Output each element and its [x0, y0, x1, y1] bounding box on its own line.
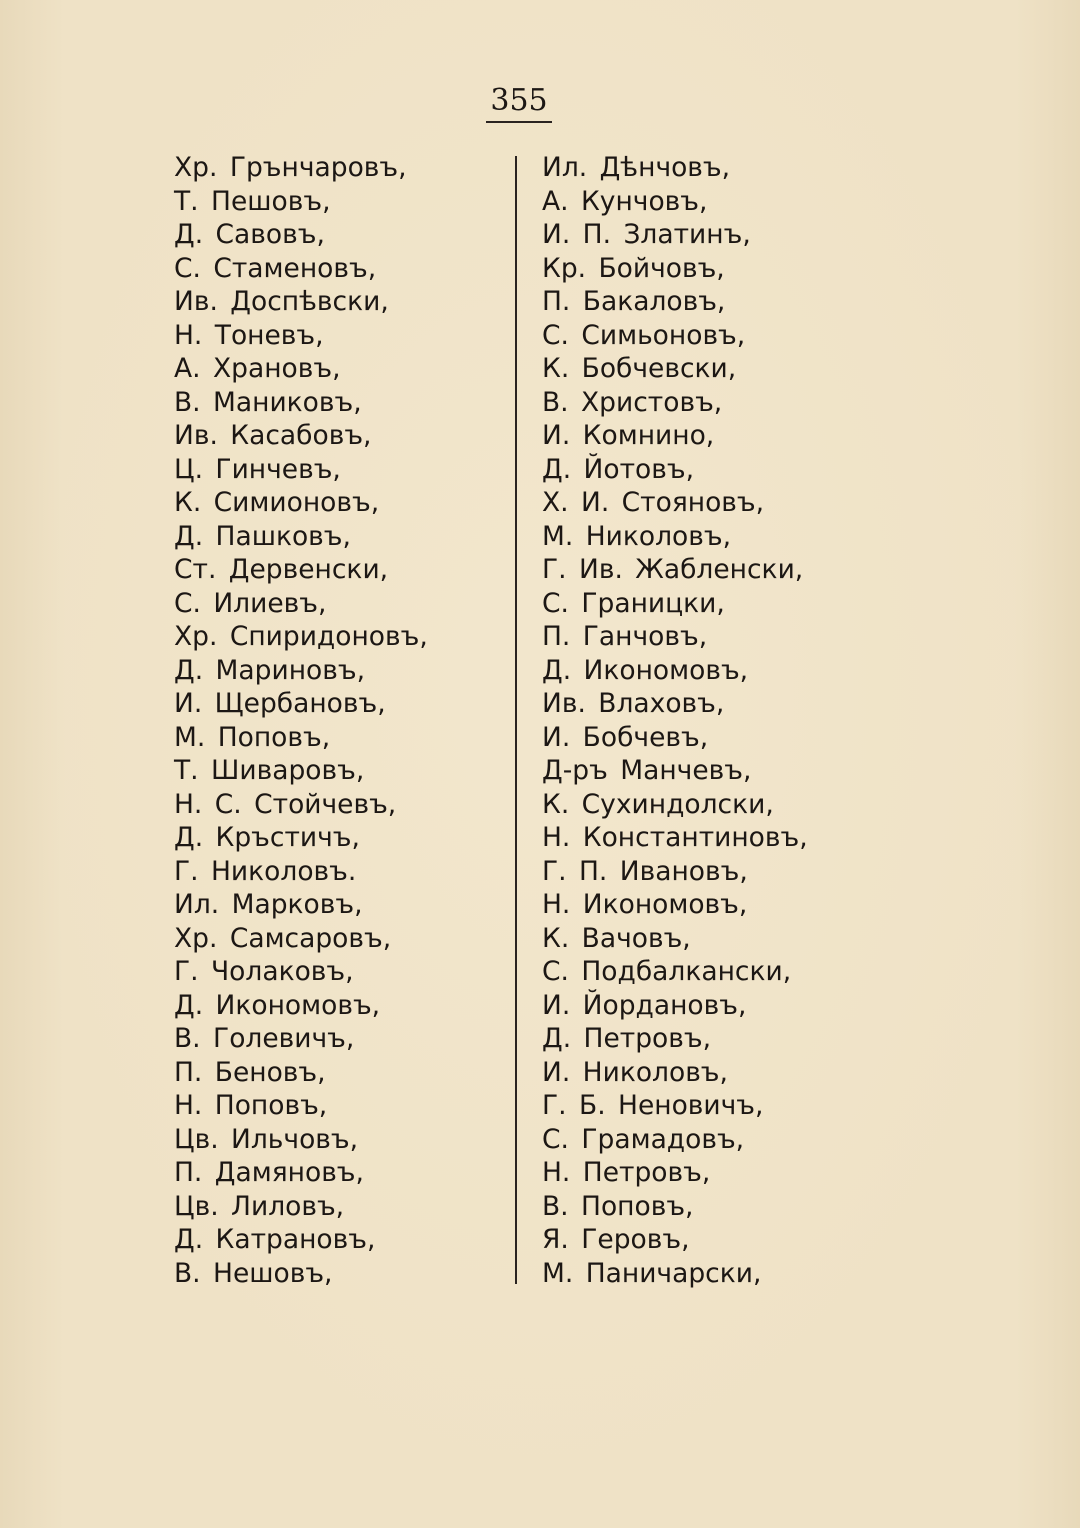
name-entry: С. Границки,: [542, 587, 725, 619]
name-entry: Д. Савовъ,: [174, 219, 325, 250]
name-entry: Д-ръ Манчевъ,: [542, 755, 752, 786]
name-entry: П. Дамяновъ,: [174, 1157, 364, 1188]
name-entry: В. Нешовъ,: [174, 1257, 333, 1289]
name-entry: П. Беновъ,: [174, 1056, 326, 1088]
name-entry: С. Подбалкански,: [542, 956, 792, 987]
left-name-column: [174, 151, 428, 1290]
name-entry: Ив. Влаховъ,: [542, 688, 725, 719]
name-entry: М. Поповъ,: [174, 721, 331, 753]
name-entry: Ц. Гинчевъ,: [174, 453, 341, 485]
name-entry: А. Кунчовъ,: [542, 185, 708, 217]
name-entry: Х. И. Стояновъ,: [542, 487, 765, 518]
name-entry: Д. Йотовъ,: [542, 453, 695, 485]
name-entry: Хр. Грънчаровъ,: [174, 152, 407, 183]
name-entry: Г. П. Ивановъ,: [542, 855, 748, 887]
right-name-column: [542, 151, 808, 1290]
name-entry: Д. Икономовъ,: [174, 989, 381, 1021]
name-entry: И. Николовъ,: [542, 1056, 728, 1088]
name-entry: Г. Ив. Жабленски,: [542, 554, 804, 585]
name-entry: В. Поповъ,: [542, 1190, 694, 1222]
name-entry: Кр. Бойчовъ,: [542, 252, 725, 284]
name-entry: В. Маниковъ,: [174, 386, 362, 418]
name-entry: А. Храновъ,: [174, 353, 341, 384]
name-entry: В. Голевичъ,: [174, 1023, 355, 1054]
name-entry: Ил. Дѣнчовъ,: [542, 152, 731, 183]
name-entry: Н. Поповъ,: [174, 1090, 328, 1121]
name-entry: Д. Мариновъ,: [174, 654, 366, 686]
name-entry: Т. Пешовъ,: [174, 185, 331, 217]
name-entry: П. Ганчовъ,: [542, 621, 708, 652]
name-entry: Ив. Доспѣвски,: [174, 286, 389, 317]
name-entry: П. Бакаловъ,: [542, 286, 726, 317]
page-number-underline: [486, 121, 552, 123]
name-entry: Ил. Марковъ,: [174, 889, 363, 920]
name-entry: И. П. Златинъ,: [542, 219, 751, 250]
name-entry: М. Николовъ,: [542, 520, 731, 552]
name-entry: Н. Тоневъ,: [174, 319, 324, 351]
name-entry: Н. С. Стойчевъ,: [174, 788, 397, 820]
name-entry: И. Щербановъ,: [174, 688, 386, 719]
name-entry: Д. Петровъ,: [542, 1023, 712, 1054]
name-entry: С. Симьоновъ,: [542, 319, 746, 351]
name-entry: Д. Пашковъ,: [174, 520, 351, 552]
name-entry: Г. Б. Неновичъ,: [542, 1090, 764, 1121]
name-entry: Н. Петровъ,: [542, 1157, 711, 1188]
name-entry: К. Бобчевски,: [542, 353, 737, 384]
name-entry: Т. Шиваровъ,: [174, 755, 365, 786]
page-number: 355: [490, 83, 548, 118]
name-entry: Д. Катрановъ,: [174, 1224, 376, 1255]
name-entry: К. Симионовъ,: [174, 487, 380, 518]
name-entry: С. Стаменовъ,: [174, 252, 377, 284]
name-entry: К. Вачовъ,: [542, 922, 691, 954]
name-entry: Цв. Ильчовъ,: [174, 1123, 359, 1155]
name-entry: К. Сухиндолски,: [542, 788, 774, 820]
name-entry: Д. Икономовъ,: [542, 654, 749, 686]
name-entry: М. Паничарски,: [542, 1257, 762, 1289]
name-entry: И. Йордановъ,: [542, 989, 747, 1021]
name-entry: С. Грамадовъ,: [542, 1123, 745, 1155]
name-entry: Н. Константиновъ,: [542, 822, 808, 853]
name-entry: Хр. Спиридоновъ,: [174, 621, 428, 652]
name-entry: Цв. Лиловъ,: [174, 1190, 345, 1222]
name-entry: Д. Кръстичъ,: [174, 822, 360, 853]
name-entry: Я. Геровъ,: [542, 1224, 690, 1255]
name-entry: Г. Чолаковъ,: [174, 956, 354, 987]
name-entry: Ив. Касабовъ,: [174, 420, 372, 451]
name-entry: И. Бобчевъ,: [542, 721, 709, 753]
name-entry: И. Комнино,: [542, 420, 715, 451]
column-divider: [515, 156, 517, 1284]
name-entry: Ст. Дервенски,: [174, 554, 389, 585]
name-entry: С. Илиевъ,: [174, 587, 327, 619]
name-entry: В. Христовъ,: [542, 386, 723, 418]
name-entry: Н. Икономовъ,: [542, 889, 748, 920]
name-entry: Хр. Самсаровъ,: [174, 922, 392, 954]
name-entry: Г. Николовъ.: [174, 855, 357, 887]
